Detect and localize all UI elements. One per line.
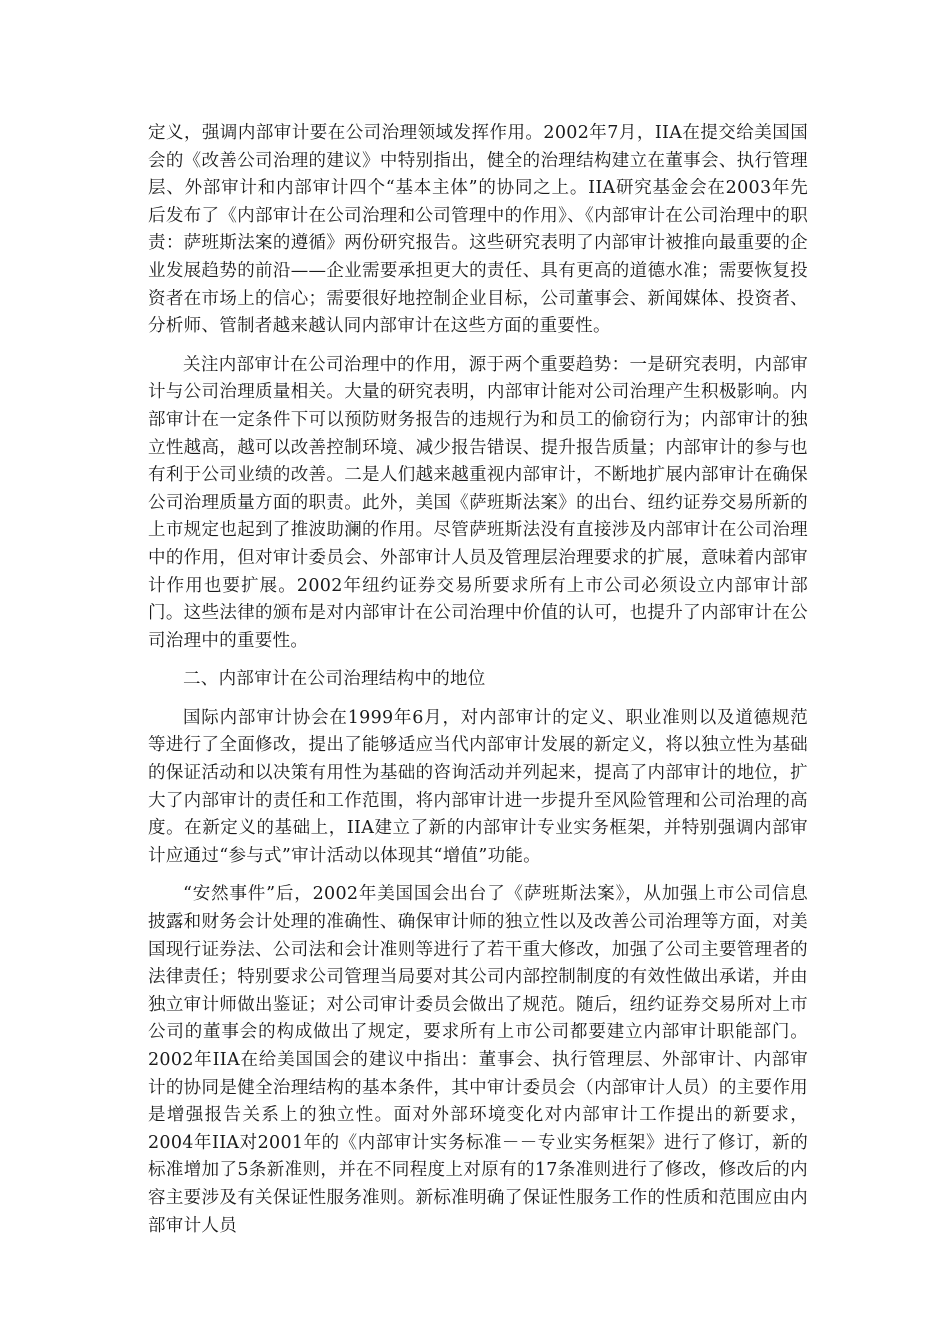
paragraph-3: 国际内部审计协会在1999年6月，对内部审计的定义、职业准则以及道德规范等进行了全面修改，提出了能够适应当代内部审计发展的新定义，将以独立性为基础的保证活动和以决策有用性为基础的咨询活动并列起来，提高了内部审计的地位，扩大了内部审计的责任和工作范围，将内部审计进一步提升至风险管理和公司治理的高度。在新定义的基础上，IIA建立了新的内部审计专业实务框架，并特别强调内部审计应通过“参与式”审计活动以体现其“增值”功能。 (148, 707, 808, 866)
document-body (148, 120, 808, 1251)
paragraph-1: 定义，强调内部审计要在公司治理领域发挥作用。2002年7月，IIA在提交给美国国会的《改善公司治理的建议》中特别指出，健全的治理结构建立在董事会、执行管理层、外部审计和内部审计四个“基本主体”的协同之上。IIA研究基金会在2003年先后发布了《内部审计在公司治理和公司管理中的作用》、《内部审计在公司治理中的职责：萨班斯法案的遵循》两份研究报告。这些研究表明了内部审计被推向最重要的企业发展趋势的前沿——企业需要承担更大的责任、具有更高的道德水准；需要恢复投资者在市场上的信心；需要很好地控制企业目标，公司董事会、新闻媒体、投资者、分析师、管制者越来越认同内部审计在这些方面的重要性。 (148, 123, 808, 337)
section-heading: 二、内部审计在公司治理结构中的地位 (183, 669, 486, 690)
paragraph-4: “安然事件”后，2002年美国国会出台了《萨班斯法案》，从加强上市公司信息披露和财务会计处理的准确性、确保审计师的独立性以及改善公司治理等方面，对美国现行证券法、公司法和会计准则等进行了若干重大修改，加强了公司主要管理者的法律责任；特别要求公司管理当局要对其公司内部控制制度的有效性做出承诺，并由独立审计师做出鉴证；对公司审计委员会做出了规范。随后，纽约证券交易所对上市公司的董事会的构成做出了规定，要求所有上市公司都要建立内部审计职能部门。2002年IIA在给美国国会的建议中指出：董事会、执行管理层、外部审计、内部审计的协同是健全治理结构的基本条件，其中审计委员会（内部审计人员）的主要作用是增强报告关系上的独立性。面对外部环境变化对内部审计工作提出的新要求，2004年IIA对2001年的《内部审计实务标准－－专业实务框架》进行了修订，新的标准增加了5条新准则，并在不同程度上对原有的17条准则进行了修改，修改后的内容主要涉及有关保证性服务准则。新标准明确了保证性服务工作的性质和范围应由内部审计人员 (148, 884, 808, 1236)
paragraph-2: 关注内部审计在公司治理中的作用，源于两个重要趋势：一是研究表明，内部审计与公司治理质量相关。大量的研究表明，内部审计能对公司治理产生积极影响。内部审计在一定条件下可以预防财务报告的违规行为和员工的偷窃行为；内部审计的独立性越高，越可以改善控制环境、减少报告错误、提升报告质量；内部审计的参与也有利于公司业绩的改善。二是人们越来越重视内部审计，不断地扩展内部审计在确保公司治理质量方面的职责。此外，美国《萨班斯法案》的出台、纽约证券交易所新的上市规定也起到了推波助澜的作用。尽管萨班斯法没有直接涉及内部审计在公司治理中的作用，但对审计委员会、外部审计人员及管理层治理要求的扩展，意味着内部审计作用也要扩展。2002年纽约证券交易所要求所有上市公司必须设立内部审计部门。这些法律的颁布是对内部审计在公司治理中价值的认可，也提升了内部审计在公司治理中的重要性。 (148, 354, 808, 651)
